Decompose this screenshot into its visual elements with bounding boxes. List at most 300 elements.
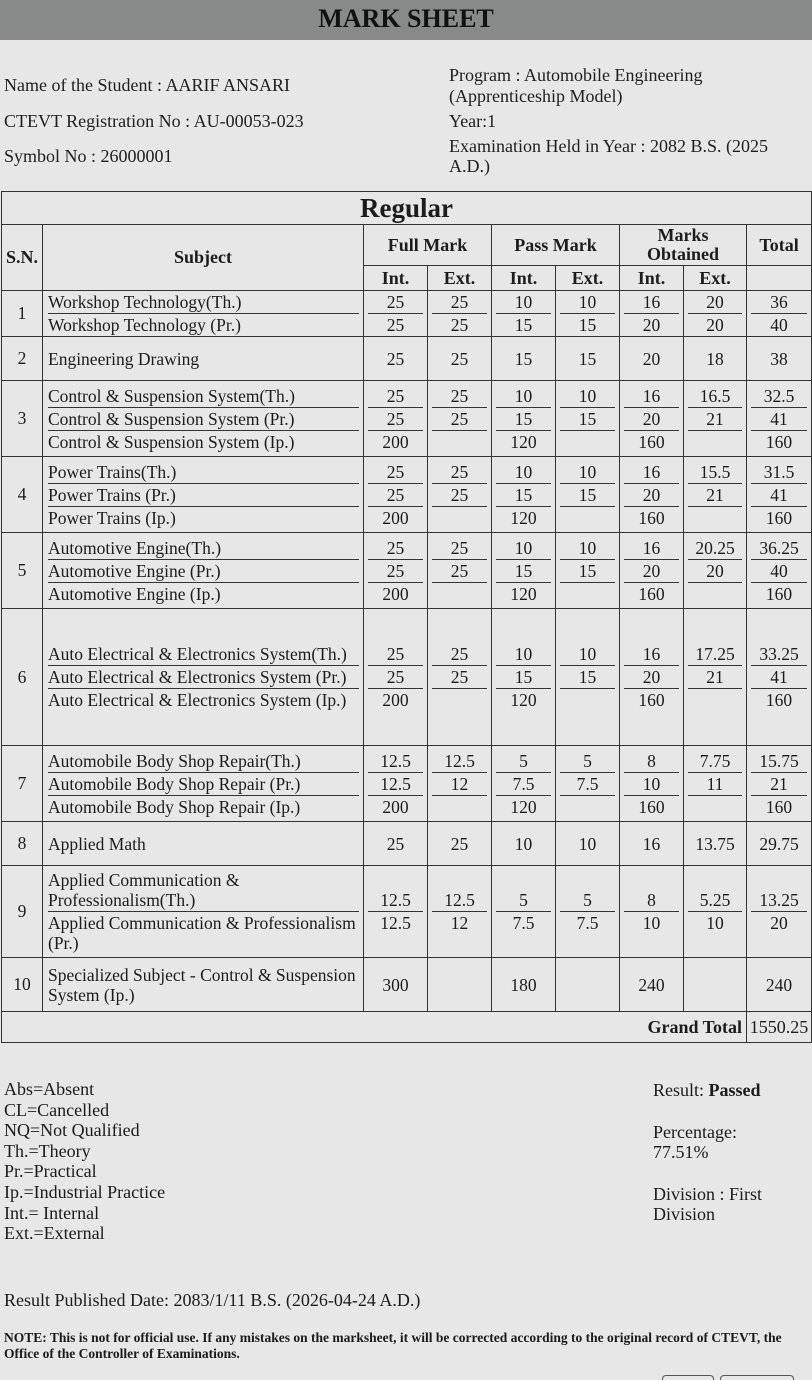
result-label: Result:	[653, 1080, 705, 1100]
obtained-ext-value: 20.25	[688, 537, 742, 560]
program-line-2: (Apprenticeship Model)	[449, 86, 623, 106]
legend-item: Pr.=Practical	[4, 1161, 97, 1182]
row-subjects	[43, 533, 364, 609]
obtained-ext-value	[684, 689, 746, 711]
pass-mark-int-value: 120	[510, 583, 537, 604]
partial-button-right[interactable]	[720, 1375, 794, 1380]
obtained-ext-value	[684, 583, 746, 605]
full-mark-ext-value	[428, 583, 491, 605]
full-mark-ext-value: 12	[450, 913, 469, 933]
obtained-int-value: 8	[624, 750, 679, 773]
header-full-int: Int.	[364, 266, 428, 291]
table-row	[2, 291, 812, 337]
obtained-ext-value	[684, 507, 746, 529]
pass-mark-ext-value: 15	[560, 560, 615, 583]
total-value: 41	[751, 484, 807, 507]
legend-item: Abs=Absent	[4, 1079, 95, 1099]
obtained-int-value: 16	[642, 833, 661, 854]
obtained-int-value: 20	[624, 408, 679, 431]
full-mark-ext-value: 25	[432, 461, 487, 484]
pass-mark-ext-value: 15	[578, 315, 597, 335]
row-full-mark-int	[364, 609, 428, 746]
row-total	[747, 291, 812, 337]
subject-name: Control & Suspension System(Th.)	[48, 385, 359, 408]
full-mark-int-value: 200	[382, 583, 409, 604]
row-obtained-int	[620, 381, 684, 457]
table-row	[2, 746, 812, 822]
row-pass-mark-int	[492, 457, 556, 533]
row-full-mark-int	[364, 746, 428, 822]
row-obtained-int	[620, 457, 684, 533]
legend-item: Int.= Internal	[4, 1202, 100, 1223]
row-total	[747, 958, 812, 1012]
row-subjects	[43, 958, 364, 1012]
table-row	[2, 337, 812, 381]
total-value: 41	[751, 666, 807, 689]
subject-name: Workshop Technology(Th.)	[48, 291, 359, 314]
obtained-ext-value: 20	[706, 315, 724, 335]
subject-name: Control & Suspension System (Pr.)	[48, 408, 359, 431]
row-total	[747, 337, 812, 381]
obtained-int-value: 20	[624, 666, 679, 689]
row-obtained-int	[620, 746, 684, 822]
row-pass-mark-int	[492, 291, 556, 337]
pass-mark-int-value: 120	[510, 431, 537, 452]
row-pass-mark-ext	[556, 866, 620, 958]
obtained-ext-value: 11	[688, 773, 742, 796]
row-subjects	[43, 457, 364, 533]
pass-mark-ext-value: 10	[560, 643, 615, 666]
pass-mark-int-value: 15	[496, 666, 551, 689]
marks-table	[1, 191, 812, 1043]
pass-mark-int-value: 10	[496, 291, 551, 314]
obtained-int-value: 20	[624, 484, 679, 507]
pass-mark-ext-value: 10	[560, 291, 615, 314]
subject-name: Power Trains (Pr.)	[48, 484, 359, 507]
pass-mark-int-value: 7.5	[496, 773, 551, 796]
total-value: 32.5	[751, 385, 807, 408]
row-pass-mark-int	[492, 866, 556, 958]
full-mark-int-value: 25	[368, 291, 423, 314]
subject-name: Workshop Technology (Pr.)	[48, 315, 241, 335]
obtained-int-value: 10	[624, 773, 679, 796]
table-row	[2, 609, 812, 746]
pass-mark-ext-value: 15	[560, 666, 615, 689]
table-row	[2, 381, 812, 457]
obtained-ext-value: 18	[706, 348, 724, 369]
full-mark-int-value: 25	[368, 537, 423, 560]
pass-mark-int-value: 10	[496, 385, 551, 408]
row-subjects	[43, 822, 364, 866]
row-obtained-ext	[684, 746, 747, 822]
subject-name: Specialized Subject - Control & Suspension System (Ip.)	[48, 964, 356, 1005]
pass-mark-int-value: 10	[496, 461, 551, 484]
pass-mark-int-value: 120	[510, 507, 537, 528]
full-mark-int-value: 25	[386, 348, 405, 369]
pass-mark-int-value: 5	[496, 889, 551, 912]
row-subjects	[43, 381, 364, 457]
obtained-int-value: 160	[638, 583, 665, 604]
division-line-1: Division : First	[653, 1184, 763, 1204]
legend-item: Th.=Theory	[4, 1140, 91, 1161]
full-mark-ext-value: 25	[432, 643, 487, 666]
legend-item: Ext.=External	[4, 1223, 105, 1244]
obtained-ext-value: 5.25	[688, 889, 742, 912]
percentage-value: 77.51%	[653, 1142, 709, 1162]
subject-name: Applied Communication & Professionalism (Pr.)	[48, 913, 356, 953]
abbreviation-legend	[4, 1079, 165, 1244]
title-bar	[0, 0, 812, 40]
header-pass-ext: Ext.	[556, 266, 620, 291]
result-value: Passed	[708, 1080, 761, 1100]
table-row	[2, 533, 812, 609]
pass-mark-ext-value	[556, 507, 619, 529]
row-pass-mark-ext	[556, 958, 620, 1012]
header-obtained-int: Int.	[620, 266, 684, 291]
pass-mark-ext-value	[556, 796, 619, 818]
full-mark-int-value: 25	[386, 315, 405, 335]
row-sn: 6	[2, 609, 43, 746]
obtained-int-value: 160	[638, 431, 665, 452]
row-full-mark-ext	[428, 822, 492, 866]
row-obtained-int	[620, 609, 684, 746]
subject-name: Auto Electrical & Electronics System(Th.)	[48, 643, 359, 666]
row-sn: 10	[2, 958, 43, 1012]
row-pass-mark-int	[492, 609, 556, 746]
obtained-ext-value	[684, 974, 746, 996]
partial-button-left[interactable]	[662, 1375, 714, 1380]
full-mark-ext-value: 25	[432, 291, 487, 314]
division-line-2: Division	[653, 1204, 716, 1224]
pass-mark-ext-value	[556, 689, 619, 711]
obtained-int-value: 160	[638, 796, 665, 817]
full-mark-int-value: 200	[382, 796, 409, 817]
row-full-mark-int	[364, 822, 428, 866]
table-row	[2, 866, 812, 958]
row-obtained-ext	[684, 609, 747, 746]
row-obtained-ext	[684, 457, 747, 533]
header-full-ext: Ext.	[428, 266, 492, 291]
obtained-int-value: 160	[638, 690, 665, 710]
pass-mark-ext-value	[556, 974, 619, 996]
pass-mark-ext-value: 10	[578, 833, 597, 854]
subject-name: Control & Suspension System (Ip.)	[48, 431, 295, 452]
obtained-int-value: 16	[624, 643, 679, 666]
row-full-mark-int	[364, 291, 428, 337]
row-pass-mark-int	[492, 337, 556, 381]
table-row	[2, 958, 812, 1012]
row-full-mark-ext	[428, 958, 492, 1012]
obtained-int-value: 16	[624, 291, 679, 314]
row-pass-mark-ext	[556, 337, 620, 381]
obtained-ext-value: 21	[688, 666, 742, 689]
obtained-ext-value: 20	[688, 291, 742, 314]
row-full-mark-ext	[428, 291, 492, 337]
total-value: 160	[765, 431, 793, 452]
obtained-ext-value	[684, 796, 746, 818]
obtained-ext-value: 21	[688, 408, 742, 431]
full-mark-int-value: 25	[368, 484, 423, 507]
row-obtained-ext	[684, 291, 747, 337]
row-total	[747, 746, 812, 822]
header-pass-mark: Pass Mark	[492, 225, 620, 266]
row-obtained-ext	[684, 866, 747, 958]
row-pass-mark-ext	[556, 457, 620, 533]
row-obtained-int	[620, 337, 684, 381]
row-obtained-int	[620, 958, 684, 1012]
row-pass-mark-int	[492, 381, 556, 457]
row-full-mark-ext	[428, 609, 492, 746]
row-pass-mark-ext	[556, 609, 620, 746]
program-line-1: Program : Automobile Engineering	[449, 65, 703, 85]
full-mark-ext-value: 12	[432, 773, 487, 796]
obtained-ext-value	[684, 431, 746, 453]
row-total	[747, 609, 812, 746]
registration-number: CTEVT Registration No : AU-00053-023	[4, 111, 304, 131]
total-value: 36	[751, 291, 807, 314]
pass-mark-ext-value: 5	[560, 750, 615, 773]
table-row	[2, 822, 812, 866]
subject-name: Automobile Body Shop Repair (Ip.)	[48, 796, 301, 817]
page-title: MARK SHEET	[318, 4, 494, 33]
pass-mark-int-value: 5	[496, 750, 551, 773]
legend-item: Ip.=Industrial Practice	[4, 1181, 166, 1202]
obtained-int-value: 20	[624, 560, 679, 583]
full-mark-int-value: 12.5	[368, 889, 423, 912]
row-full-mark-int	[364, 533, 428, 609]
full-mark-int-value: 25	[368, 461, 423, 484]
percentage-label: Percentage:	[653, 1122, 737, 1142]
row-sn: 7	[2, 746, 43, 822]
total-value: 21	[751, 773, 807, 796]
header-obtained-ext: Ext.	[684, 266, 747, 291]
row-obtained-int	[620, 533, 684, 609]
full-mark-int-value: 25	[368, 666, 423, 689]
total-value: 40	[770, 315, 788, 335]
full-mark-int-value: 12.5	[368, 750, 423, 773]
header-marks-obtained	[620, 225, 747, 266]
pass-mark-ext-value: 10	[560, 385, 615, 408]
disclaimer-note: NOTE: This is not for official use. If any mistakes on the marksheet, it will be corrected according to the original record of CTEVT, the Office of the Controller of Examinations.	[4, 1330, 782, 1361]
grand-total-label: Grand Total	[2, 1012, 747, 1043]
full-mark-ext-value	[428, 507, 491, 529]
row-pass-mark-ext	[556, 291, 620, 337]
total-value: 38	[770, 348, 788, 369]
full-mark-ext-value	[428, 974, 491, 996]
total-value: 240	[765, 974, 793, 995]
row-pass-mark-ext	[556, 822, 620, 866]
pass-mark-ext-value: 15	[560, 484, 615, 507]
pass-mark-int-value: 15	[496, 408, 551, 431]
row-subjects	[43, 609, 364, 746]
full-mark-int-value: 200	[382, 690, 409, 710]
pass-mark-int-value: 15	[514, 315, 533, 335]
total-value: 160	[765, 507, 793, 528]
total-value: 160	[765, 583, 793, 604]
row-subjects	[43, 746, 364, 822]
obtained-ext-value: 10	[706, 913, 724, 933]
subject-name: Applied Math	[48, 833, 146, 854]
row-subjects	[43, 291, 364, 337]
full-mark-ext-value: 12.5	[432, 750, 487, 773]
total-value: 33.25	[751, 643, 807, 666]
row-total	[747, 533, 812, 609]
obtained-ext-value: 16.5	[688, 385, 742, 408]
legend-item: CL=Cancelled	[4, 1099, 110, 1120]
header-sn: S.N.	[2, 225, 43, 291]
obtained-ext-value: 21	[688, 484, 742, 507]
subject-name: Power Trains(Th.)	[48, 461, 359, 484]
row-pass-mark-ext	[556, 381, 620, 457]
full-mark-ext-value: 25	[450, 833, 469, 854]
total-value: 160	[765, 690, 793, 710]
header-marks-obtained-line2: Obtained	[646, 244, 720, 264]
obtained-ext-value: 20	[688, 560, 742, 583]
row-sn: 5	[2, 533, 43, 609]
subject-name: Automotive Engine(Th.)	[48, 537, 359, 560]
full-mark-ext-value	[428, 796, 491, 818]
row-full-mark-int	[364, 457, 428, 533]
total-value: 40	[751, 560, 807, 583]
obtained-int-value: 16	[624, 537, 679, 560]
total-value: 15.75	[751, 750, 807, 773]
section-heading: Regular	[2, 192, 812, 225]
full-mark-int-value: 12.5	[380, 913, 411, 933]
student-name: Name of the Student : AARIF ANSARI	[4, 75, 290, 95]
row-obtained-ext	[684, 533, 747, 609]
published-date: Result Published Date: 2083/1/11 B.S. (2026-04-24 A.D.)	[4, 1290, 421, 1310]
row-sn: 4	[2, 457, 43, 533]
symbol-number: Symbol No : 26000001	[4, 146, 173, 166]
row-total	[747, 381, 812, 457]
full-mark-int-value: 25	[368, 385, 423, 408]
row-full-mark-ext	[428, 746, 492, 822]
full-mark-ext-value: 12.5	[432, 889, 487, 912]
full-mark-ext-value	[428, 689, 491, 711]
header-total-blank	[747, 266, 812, 291]
pass-mark-ext-value: 10	[560, 461, 615, 484]
obtained-int-value: 16	[624, 461, 679, 484]
total-value: 29.75	[759, 833, 799, 854]
obtained-ext-value: 15.5	[688, 461, 742, 484]
row-full-mark-ext	[428, 457, 492, 533]
row-pass-mark-ext	[556, 533, 620, 609]
pass-mark-ext-value: 7.5	[560, 773, 615, 796]
subject-name: Automotive Engine (Ip.)	[48, 583, 221, 604]
subject-name: Engineering Drawing	[48, 348, 200, 369]
pass-mark-int-value: 180	[510, 974, 537, 995]
header-full-mark: Full Mark	[364, 225, 492, 266]
row-total	[747, 822, 812, 866]
pass-mark-int-value: 15	[514, 348, 533, 369]
pass-mark-ext-value: 15	[560, 408, 615, 431]
row-full-mark-ext	[428, 337, 492, 381]
exam-year-line-1: Examination Held in Year : 2082 B.S. (2025	[449, 136, 768, 156]
obtained-ext-value: 17.25	[688, 643, 742, 666]
row-sn: 3	[2, 381, 43, 457]
row-full-mark-ext	[428, 866, 492, 958]
full-mark-int-value: 25	[368, 643, 423, 666]
subject-name: Applied Communication & Professionalism(Th.)	[48, 869, 359, 912]
subject-name: Automobile Body Shop Repair (Pr.)	[48, 773, 359, 796]
row-full-mark-ext	[428, 533, 492, 609]
pass-mark-ext-value: 10	[560, 537, 615, 560]
table-row	[2, 457, 812, 533]
pass-mark-int-value: 10	[496, 643, 551, 666]
pass-mark-ext-value	[556, 431, 619, 453]
row-sn: 9	[2, 866, 43, 958]
full-mark-int-value: 25	[368, 408, 423, 431]
row-sn: 1	[2, 291, 43, 337]
row-obtained-int	[620, 822, 684, 866]
pass-mark-ext-value	[556, 583, 619, 605]
full-mark-int-value: 200	[382, 431, 409, 452]
row-pass-mark-int	[492, 958, 556, 1012]
row-pass-mark-int	[492, 533, 556, 609]
full-mark-int-value: 300	[382, 974, 409, 995]
full-mark-ext-value: 25	[432, 666, 487, 689]
full-mark-int-value: 200	[382, 507, 409, 528]
full-mark-ext-value: 25	[432, 560, 487, 583]
row-pass-mark-int	[492, 746, 556, 822]
legend-item: NQ=Not Qualified	[4, 1120, 140, 1141]
pass-mark-int-value: 15	[496, 484, 551, 507]
pass-mark-int-value: 120	[510, 690, 537, 710]
obtained-int-value: 8	[624, 889, 679, 912]
full-mark-int-value: 25	[386, 833, 405, 854]
grand-total-value: 1550.25	[747, 1012, 812, 1043]
total-value: 31.5	[751, 461, 807, 484]
header-marks-obtained-line1: Marks	[657, 225, 709, 245]
obtained-int-value: 10	[642, 913, 661, 933]
subject-name: Auto Electrical & Electronics System (Pr.)	[48, 666, 359, 689]
header-subject: Subject	[43, 225, 364, 291]
obtained-int-value: 160	[638, 507, 665, 528]
row-full-mark-int	[364, 958, 428, 1012]
exam-year-line-2: A.D.)	[449, 156, 490, 176]
pass-mark-int-value: 15	[496, 560, 551, 583]
row-pass-mark-ext	[556, 746, 620, 822]
pass-mark-int-value: 120	[510, 796, 537, 817]
total-value: 20	[770, 913, 788, 933]
subject-name: Automotive Engine (Pr.)	[48, 560, 359, 583]
row-subjects	[43, 866, 364, 958]
obtained-int-value: 16	[624, 385, 679, 408]
total-value: 36.25	[751, 537, 807, 560]
row-obtained-int	[620, 866, 684, 958]
result-status	[653, 1080, 761, 1100]
row-obtained-ext	[684, 822, 747, 866]
row-obtained-ext	[684, 337, 747, 381]
marks-table-body	[2, 291, 812, 1012]
subject-name: Power Trains (Ip.)	[48, 507, 176, 528]
pass-mark-int-value: 7.5	[512, 913, 535, 933]
total-value: 160	[765, 796, 793, 817]
full-mark-ext-value: 25	[432, 385, 487, 408]
total-value: 13.25	[751, 889, 807, 912]
full-mark-ext-value: 25	[432, 408, 487, 431]
full-mark-ext-value: 25	[432, 484, 487, 507]
obtained-ext-value: 13.75	[695, 833, 735, 854]
header-pass-int: Int.	[492, 266, 556, 291]
full-mark-int-value: 25	[368, 560, 423, 583]
full-mark-ext-value: 25	[450, 348, 469, 369]
year: Year:1	[449, 111, 497, 131]
pass-mark-ext-value: 5	[560, 889, 615, 912]
pass-mark-ext-value: 15	[578, 348, 597, 369]
full-mark-int-value: 12.5	[368, 773, 423, 796]
obtained-int-value: 20	[642, 348, 661, 369]
